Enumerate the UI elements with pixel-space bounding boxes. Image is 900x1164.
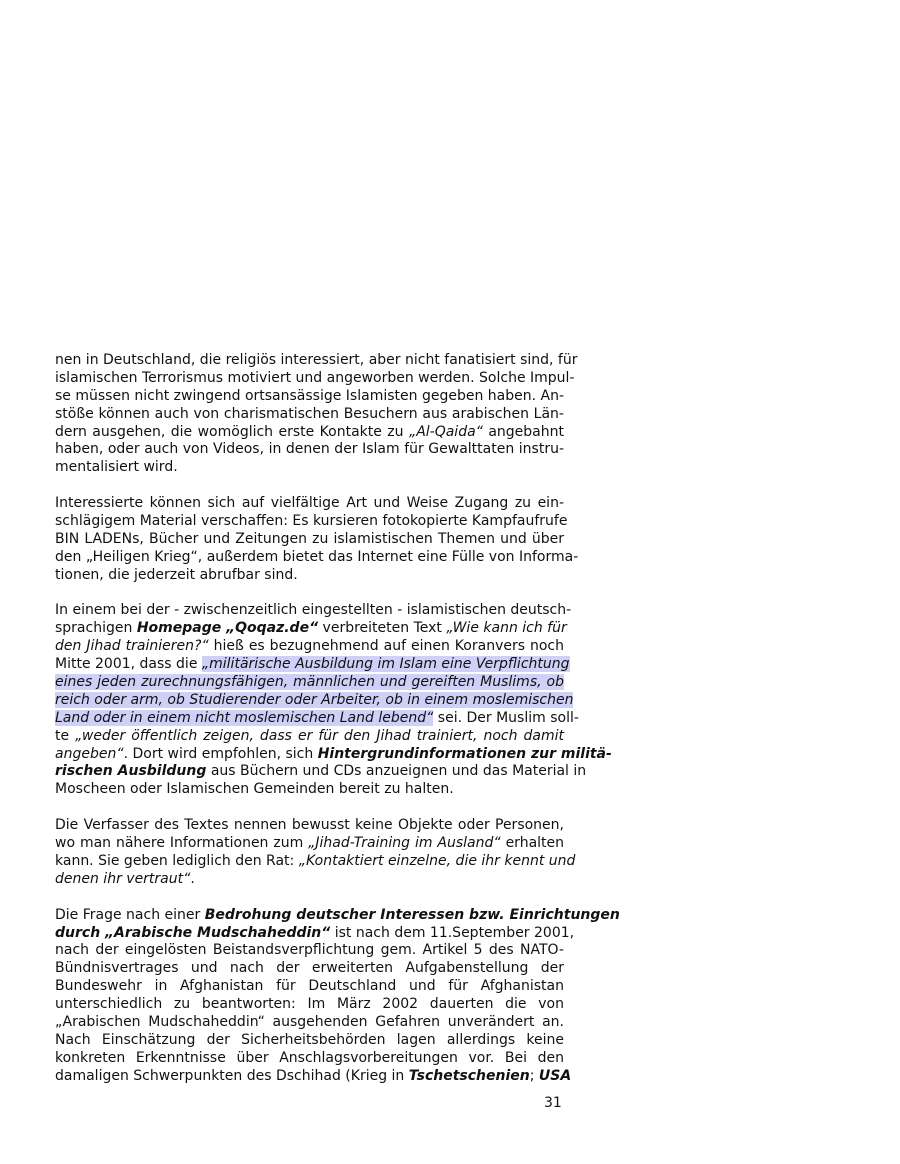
text-line: [55, 602, 572, 620]
paragraph: [55, 906, 620, 1086]
text-run: ist nach dem 11.September 2001,: [330, 924, 575, 941]
text-line: [55, 996, 564, 1014]
text-run: Mitte 2001, dass die: [55, 656, 202, 673]
emphasis-text: Hintergrundinformationen zur militä-: [317, 745, 612, 762]
text-line: [55, 674, 564, 692]
highlighted-quote: reich oder arm, ob Studierender oder Arbeiter, ob in einem moslemischen: [55, 691, 574, 708]
paragraph: [55, 602, 612, 799]
body-text: [55, 352, 620, 1086]
text-line: [55, 852, 576, 871]
text-line: [55, 763, 587, 781]
text-run: Die Frage nach einer: [55, 906, 205, 923]
text-run: hieß es bezugnehmend auf einen Koranvers noch: [208, 638, 564, 655]
text-line: [55, 978, 564, 996]
emphasis-text: denen ihr vertraut“: [55, 870, 191, 887]
text-line: [55, 1050, 564, 1068]
paragraph: [55, 352, 578, 477]
text-run: tionen, die jederzeit abrufbar sind.: [55, 566, 298, 583]
text-run: „Arabischen Mudschaheddin“ ausgehenden Gefahren unverändert an.: [55, 1013, 564, 1030]
text-line: [55, 441, 564, 459]
text-run: den „Heiligen Krieg“, außerdem bietet das Internet eine Fülle von Informa-: [55, 548, 579, 565]
highlighted-quote: eines jeden zurechnungsfähigen, männlichen und gereiften Muslims, ob: [55, 674, 564, 691]
text-run: ;: [529, 1067, 539, 1084]
text-line: [55, 406, 564, 424]
text-line: [55, 835, 564, 853]
text-run: nen in Deutschland, die religiös interessiert, aber nicht fanatisiert sind, für: [55, 352, 578, 368]
emphasis-text: „Al-Qaida“: [408, 423, 483, 440]
text-line: [55, 459, 564, 477]
text-line: [55, 817, 564, 835]
text-run: haben, oder auch von Videos, in denen der Islam für Gewalttaten instru-: [55, 441, 564, 458]
paragraph: [55, 495, 579, 584]
text-line: [55, 1032, 564, 1050]
paragraph-gap: [55, 585, 564, 603]
text-line: [55, 620, 567, 638]
text-line: [55, 1067, 572, 1086]
text-run: Bündnisvertrages und nach der erweiterten Aufgabenstellung der: [55, 960, 564, 977]
text-run: sei. Der Muslim soll-: [433, 709, 579, 726]
text-line: [55, 531, 564, 549]
text-run: mentalisiert wird.: [55, 459, 178, 476]
emphasis-text: Homepage „Qoqaz.de“: [136, 620, 319, 637]
text-line: [55, 960, 564, 978]
emphasis-text: den Jihad trainieren?“: [55, 638, 209, 655]
text-line: [55, 942, 564, 960]
emphasis-text: USA: [538, 1067, 572, 1084]
emphasis-text: Bedrohung deutscher Interessen bzw. Einrichtungen: [204, 906, 620, 923]
emphasis-text: Tschetschenien: [408, 1067, 530, 1084]
text-line: [55, 745, 612, 764]
text-run: sprachigen: [55, 620, 137, 637]
text-run: konkreten Erkenntnisse über Anschlagsvorbereitungen vor. Bei den: [55, 1049, 564, 1066]
text-run: islamischen Terrorismus motiviert und angeworben werden. Solche Impul-: [55, 369, 575, 386]
text-run: aus Büchern und CDs anzueignen und das Material in: [206, 763, 587, 780]
text-run: schlägigem Material verschaffen: Es kursieren fotokopierte Kampfaufrufe: [55, 513, 568, 530]
text-line: [55, 906, 620, 925]
text-run: .: [190, 870, 195, 887]
emphasis-text: angeben“: [55, 745, 124, 762]
text-run: angebahnt: [482, 423, 564, 440]
emphasis-text: „Jihad-Training im Ausland“: [308, 835, 501, 852]
text-run: erhalten: [500, 835, 565, 852]
text-run: . Dort wird empfohlen, sich: [123, 745, 318, 762]
text-run: Moscheen oder Islamischen Gemeinden bereit zu halten.: [55, 781, 454, 798]
text-run: damaligen Schwerpunkten des Dschihad (Krieg in: [55, 1067, 409, 1084]
text-run: Bundeswehr in Afghanistan für Deutschland und für Afghanistan: [55, 978, 564, 995]
highlighted-quote: „militärische Ausbildung im Islam eine Verpflichtung: [201, 656, 570, 673]
emphasis-text: „weder öffentlich zeigen, dass er für den Jihad trainiert, noch damit: [75, 727, 564, 744]
text-run: se müssen nicht zwingend ortsansässige Islamisten gegeben haben. An-: [55, 387, 564, 404]
text-run: stöße können auch von charismatischen Besuchern aus arabischen Län-: [55, 405, 564, 422]
paragraph-gap: [55, 477, 564, 495]
paragraph-gap: [55, 799, 564, 817]
text-line: [55, 495, 564, 513]
text-line: [55, 656, 570, 674]
text-run: unterschiedlich zu beantworten: Im März 2002 dauerten die von: [55, 996, 564, 1013]
text-run: kann. Sie geben lediglich den Rat:: [55, 852, 299, 869]
text-line: [55, 924, 575, 943]
text-line: [55, 352, 578, 370]
text-run: wo man nähere Informationen zum: [55, 835, 309, 852]
text-run: Nach Einschätzung der Sicherheitsbehörden lagen allerdings keine: [55, 1031, 564, 1048]
text-line: [55, 388, 564, 406]
text-line: [55, 781, 564, 799]
text-line: [55, 728, 564, 746]
text-run: nach der eingelösten Beistandsverpflichtung gem. Artikel 5 des NATO-: [55, 942, 564, 959]
text-line: [55, 424, 564, 442]
emphasis-text: „Kontaktiert einzelne, die ihr kennt und: [298, 852, 576, 869]
highlighted-quote: Land oder in einem nicht moslemischen Land lebend“: [55, 709, 434, 726]
text-run: Interessierte können sich auf vielfältige Art und Weise Zugang zu ein-: [55, 495, 564, 512]
paragraph: [55, 817, 576, 889]
text-line: [55, 638, 564, 656]
text-line: [55, 513, 568, 531]
text-run: BIN LADENs, Bücher und Zeitungen zu islamistischen Themen und über: [55, 530, 564, 547]
page-number: 31: [544, 1095, 562, 1111]
text-line: [55, 691, 574, 710]
emphasis-text: „Wie kann ich für: [446, 620, 567, 637]
text-line: [55, 548, 579, 567]
text-run: te: [55, 727, 76, 744]
paragraph-gap: [55, 889, 564, 907]
emphasis-text: durch „Arabische Mudschaheddin“: [55, 924, 331, 941]
text-run: Die Verfasser des Textes nennen bewusst keine Objekte oder Personen,: [55, 817, 564, 834]
emphasis-text: rischen Ausbildung: [55, 763, 207, 780]
text-run: In einem bei der - zwischenzeitlich eingestellten - islamistischen deutsch-: [55, 602, 572, 619]
text-line: [55, 871, 564, 889]
text-run: verbreiteten Text: [318, 620, 447, 637]
text-line: [55, 369, 575, 388]
text-run: dern ausgehen, die womöglich erste Kontakte zu: [55, 423, 409, 440]
text-line: [55, 709, 579, 728]
text-line: [55, 567, 564, 585]
text-line: [55, 1014, 564, 1032]
